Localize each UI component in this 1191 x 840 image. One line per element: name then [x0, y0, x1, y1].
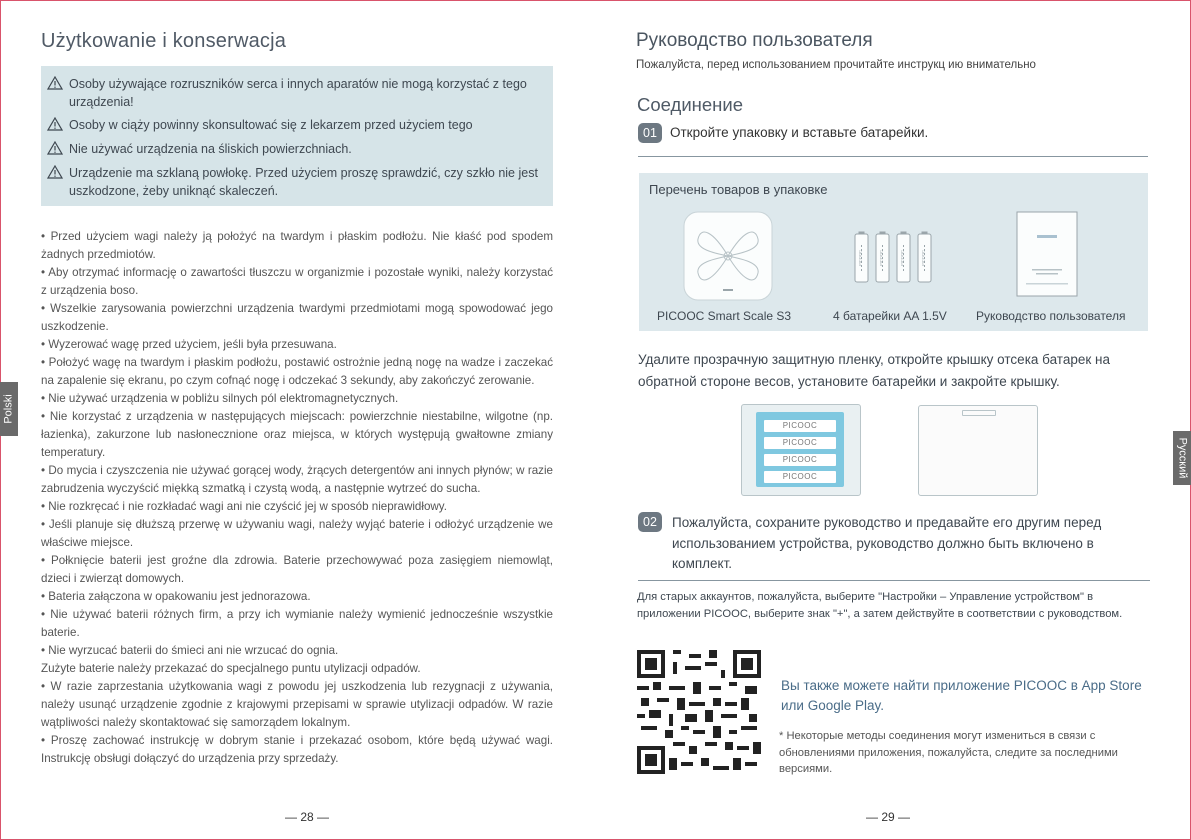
battery-slot — [764, 454, 836, 466]
warning-icon — [47, 117, 63, 131]
right-page-subtitle: Пожалуйста, перед использованием прочитайте инструкц ию внимательно — [636, 59, 1036, 71]
warning-text: Nie używać urządzenia na śliskich powierzchniach. — [69, 142, 352, 156]
user-manual-image — [1016, 211, 1078, 297]
instruction-item: • Nie używać baterii różnych firm, a przy ich wymianie należy wymienić jednocześnie wszystkie baterie. — [41, 608, 553, 639]
divider — [638, 156, 1148, 157]
package-contents-box — [639, 173, 1148, 331]
language-tab-label: Polski — [3, 394, 15, 424]
battery-brand-label: PICOOC — [782, 438, 818, 447]
divider — [638, 580, 1150, 581]
instruction-item: • Aby otrzymać informację o zawartości tłuszczu w organizmie i pozostałe wyniki, należy korzystać z urządzenia boso. — [41, 266, 553, 297]
battery-brand-label: PICOOC — [878, 250, 884, 266]
battery-brand-label: PICOOC — [782, 472, 818, 481]
battery-slot — [764, 471, 836, 483]
instruction-item: • Nie wyrzucać baterii do śmieci ani nie wrzucać do ognia. — [41, 644, 339, 657]
instruction-item: • Połknięcie baterii jest groźne dla zdrowia. Baterie przechowywać poza zasięgiem niemowląt, dzieci i zwierząt domowych. — [41, 554, 553, 585]
warning-text: Urządzenie ma szklaną powłokę. Przed użyciem proszę sprawdzić, czy szkło nie jest uszkodzone, żeby uniknąć skaleczeń. — [69, 166, 538, 198]
instruction-item: • Bateria załączona w opakowaniu jest jednorazowa. — [41, 590, 311, 603]
warning-text: Osoby używające rozruszników serca i innych aparatów nie mogą korzystać z tego urządzenia! — [69, 77, 527, 109]
instruction-item: • W razie zaprzestania użytkowania wagi z powodu jej uszkodzenia lub rezygnacji z używania, należy usunąć urządzenie zgodnie z krajowymi przepisami w sprawie utylizacji odpadów. W razie wątpliwości należy skontaktować się samorządem lokalnym. — [41, 680, 553, 729]
cover-latch — [962, 410, 996, 416]
right-page-number: — 29 — — [866, 810, 911, 824]
battery-brand-label: PICOOC — [782, 455, 818, 464]
left-page-title: Użytkowanie i konserwacja — [41, 30, 287, 52]
warning-text: Osoby w ciąży powinny skonsultować się z lekarzem przed użyciem tego — [69, 118, 473, 132]
language-tab-label: Русский — [1176, 437, 1189, 479]
instruction-item: • Nie korzystać z urządzenia w następujących miejscach: powierzchnie niestabilne, wilgotne (np. łazienka), zakurzone lub nasłonecznione oraz miejsca, w których występują gwałtowne zmiany temperatury. — [41, 410, 553, 459]
step2-text: Пожалуйста, сохраните руководство и предавайте его другим перед использованием устройства, руководство должно быть включено в комплект. — [672, 515, 1102, 571]
qr-code-image[interactable] — [637, 650, 761, 774]
warning-icon — [47, 165, 63, 179]
instructions-list — [41, 228, 553, 768]
battery-brand-label: PICOOC — [857, 250, 863, 266]
instruction-item: • Wyzerować wagę przed użyciem, jeśli była przesuwana. — [41, 338, 337, 351]
instruction-item: • Do mycia i czyszczenia nie używać gorącej wody, żrących detergentów ani innych płynów; w razie zabrudzenia wyczyścić miękką szmatką i czystą wodą, a następnie wytrzeć do sucha. — [41, 464, 553, 495]
instruction-item: • Wszelkie zarysowania powierzchni urządzenia twardymi przedmiotami mogą spowodować jego uszkodzenie. — [41, 302, 553, 333]
instruction-item: • Nie rozkręcać i nie rozkładać wagi ani nie czyścić jej w sposób nieprawidłowy. — [41, 500, 447, 513]
section-heading: Соединение — [637, 94, 744, 115]
package-title: Перечень товаров в упаковке — [649, 182, 828, 197]
warning-box — [41, 66, 553, 206]
warning-icon — [47, 141, 63, 155]
batteries-image — [854, 231, 932, 283]
battery-compartment-image — [741, 404, 861, 496]
instruction-item: • Nie używać urządzenia w pobliżu silnych pól elektromagnetycznych. — [41, 392, 399, 405]
left-page-number: — 28 — — [285, 810, 330, 824]
battery-instruction: Удалите прозрачную защитную пленку, откройте крышку отсека батарек на обратной стороне весов, установите батарейки и закройте крышку. — [638, 352, 1110, 389]
battery-cover-image — [918, 405, 1038, 496]
battery-brand-label: PICOOC — [920, 250, 926, 266]
step-number-badge: 01 — [638, 123, 662, 143]
old-account-instructions: Для старых аккаунтов, пожалуйста, выберите "Настройки – Управление устройством" в приложении PICOOC, выберите знак "+", а затем действуйте в соответствии с руководством. — [637, 591, 1123, 620]
package-item-label: 4 батарейки AA 1.5V — [833, 309, 947, 323]
battery-slot — [764, 437, 836, 449]
battery-brand-label: PICOOC — [899, 250, 905, 266]
step-number-badge: 02 — [638, 512, 662, 532]
language-tab-polski — [0, 382, 18, 436]
instruction-item: • Proszę zachować instrukcję w dobrym stanie i przekazać osobom, które będą używać wagi. Instrukcję obsługi dołączyć do urządzenia przy sprzedaży. — [41, 734, 553, 765]
warning-icon — [47, 76, 63, 90]
smart-scale-image — [683, 211, 773, 301]
package-item-label: Руководство пользователя — [976, 309, 1126, 323]
battery-brand-label: PICOOC — [782, 421, 818, 430]
instruction-item: • Położyć wagę na twardym i płaskim podłożu, postawić ostrożnie jedną nogę na wadze i zaczekać na zapalenie się ekranu, po czym cofnąć nogę i odczekać 3 sekundy, aby zakończyć zerowanie. — [41, 356, 553, 387]
package-item-label: PICOOC Smart Scale S3 — [657, 309, 792, 323]
language-tab-russian — [1173, 431, 1191, 485]
instruction-item: Zużyte baterie należy przekazać do specjalnego puntu utylizacji odpadów. — [41, 662, 421, 675]
battery-compartment — [756, 412, 844, 487]
footnote: * Некоторые методы соединения могут измениться в связи с обновлениями приложения, пожалуйста, следите за последними версиями. — [779, 730, 1118, 775]
instruction-item: • Jeśli planuje się dłuższą przerwę w używaniu wagi, należy wyjąć baterie i odłożyć urządzenie we właściwe miejsce. — [41, 518, 553, 549]
battery-slot — [764, 420, 836, 432]
instruction-item: • Przed użyciem wagi należy ją położyć na twardym i płaskim podłożu. Nie kłaść pod spodem żadnych przedmiotów. — [41, 230, 553, 261]
right-page-title: Руководство пользователя — [636, 30, 873, 51]
step1-text: Откройте упаковку и вставьте батарейки. — [670, 125, 929, 140]
app-store-text: Вы также можете найти приложение PICOOC в App Store или Google Play. — [781, 678, 1142, 713]
